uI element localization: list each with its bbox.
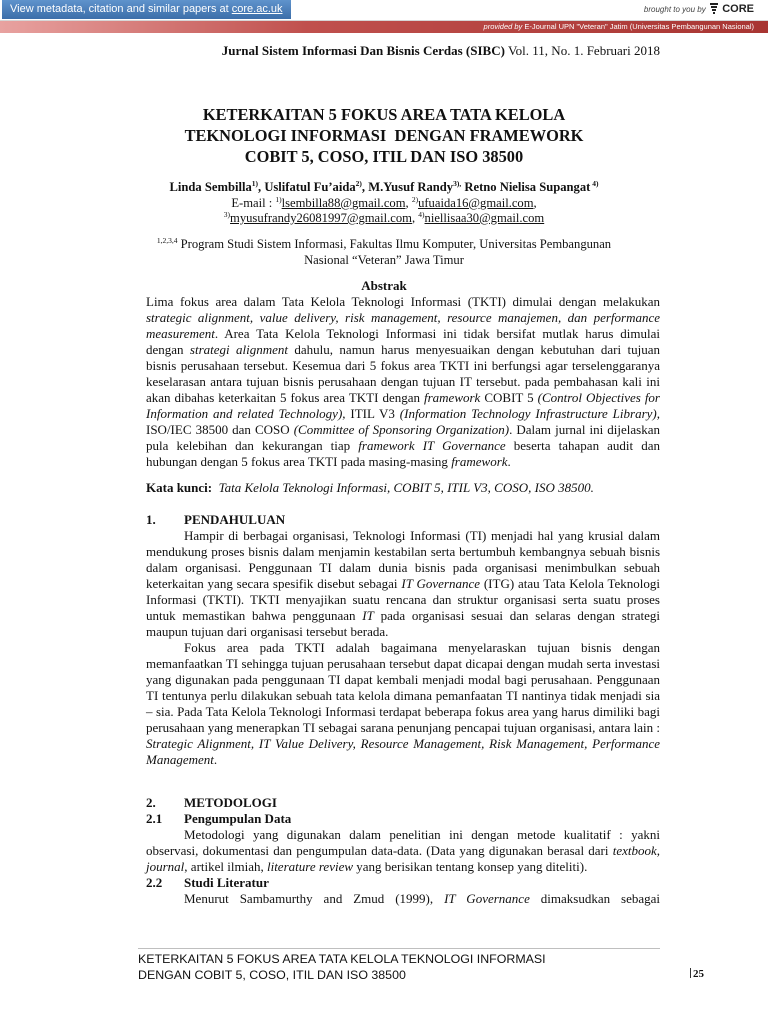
section-1-number: 1. bbox=[146, 512, 156, 527]
body-italic: IT bbox=[362, 608, 374, 623]
author-names bbox=[130, 180, 638, 196]
subsection-2-1-body bbox=[146, 827, 660, 875]
abstract-text: beserta tahapan audit dan hubungan dengan 5 fokus area TKTI pada masing-masing bbox=[146, 438, 661, 469]
view-metadata-text: View metadata, citation and similar papers at bbox=[10, 3, 232, 15]
author-2-sup: 2) bbox=[355, 179, 362, 188]
subsection-2-2-heading bbox=[146, 875, 660, 891]
keywords bbox=[146, 480, 660, 496]
subsection-2-2-body bbox=[146, 891, 660, 907]
abstract-text: . bbox=[507, 454, 511, 469]
view-metadata-link[interactable] bbox=[2, 0, 291, 19]
abstract-italic: strategic alignment, value delivery, risk management, resource manajemen, dan performance measurement bbox=[146, 310, 660, 341]
abstract-text: ISO/IEC 38500 dan COSO bbox=[146, 422, 294, 437]
provided-by-bar bbox=[0, 21, 768, 33]
author-block bbox=[130, 180, 638, 227]
body-text: Fokus area pada TKTI adalah bagaimana menyelaraskan tujuan bisnis dengan memanfaatkan TI sehingga tujuan perusahaan tersebut dapat dicapai dengan mudah serta investasi yang digunakan pada penggunaan TI dapat kembali menjadi modal bagi perusahaan. Penggunaan TI tentunya perlu dilakukan sebuah tata kelola dimana pemanfaatan TI nantinya tidak menjadi sia – sia. Pada Tata Kelola Teknologi Informasi terdapat beberapa fokus area yang harus dimiliki bagi perusahaan yang menerapkan TI sebagai sarana penunjang pencapai tujuan organisasi, antara lain : bbox=[146, 640, 660, 735]
author-1-sup: 1) bbox=[251, 179, 259, 188]
body-text: dimaksudkan sebagai bbox=[529, 891, 660, 906]
brought-to-you-by bbox=[644, 3, 754, 15]
section-1-title: PENDAHULUAN bbox=[184, 512, 286, 527]
body-italic: IT Governance bbox=[401, 576, 481, 591]
abstract-text: dahulu, namun harus menyesuaikan dengan kebutuhan dari tujuan bisnis perusahaan tersebut. Kesemua dari 5 fokus area TKTI ini berfungsi agar terselenggaranya keselarasan antara tujuan bisnis perusahaan dengan tujuan IT tersebut. pada pembahasan kali ini akan dibahas keterkaitan 5 fokus area TKTI dengan bbox=[146, 342, 660, 405]
title-line-3: COBIT 5, COSO, ITIL DAN ISO 38500 bbox=[244, 147, 524, 166]
body-italic: literature review bbox=[266, 859, 354, 874]
abstract-italic: framework IT Governance bbox=[358, 438, 506, 453]
author-3-sup: 3), bbox=[453, 179, 462, 188]
subsection-2-2-paragraph bbox=[146, 891, 660, 907]
journal-issue: Vol. 11, No. 1. Februari 2018 bbox=[504, 43, 660, 58]
abstract-text: ITIL V3 bbox=[345, 406, 400, 421]
section-metodologi bbox=[146, 795, 660, 907]
provided-by-text[interactable] bbox=[484, 21, 754, 33]
keywords-label: Kata kunci: bbox=[146, 480, 213, 495]
email-3-link[interactable]: myusufrandy26081997@gmail.com bbox=[230, 211, 412, 225]
subsection-2-1-paragraph bbox=[146, 827, 660, 875]
email-1-link[interactable]: lsembilla88@gmail.com bbox=[281, 195, 406, 210]
author-emails-line-1 bbox=[130, 196, 638, 212]
abstract-italic: (Information Technology Infrastructure Library), bbox=[399, 406, 660, 421]
email-2-link[interactable]: ufuaida16@gmail.com bbox=[418, 195, 534, 210]
core-ac-uk-link[interactable]: core.ac.uk bbox=[231, 3, 283, 15]
body-italic: IT Governance bbox=[444, 891, 530, 906]
section-2-number: 2. bbox=[146, 795, 156, 810]
author-4-sup: 4) bbox=[590, 179, 599, 188]
abstract-heading: Abstrak bbox=[361, 278, 407, 293]
body-text: Menurut Sambamurthy and Zmud (1999), bbox=[184, 891, 445, 906]
author-sep: , bbox=[258, 180, 265, 194]
footer-line-1: KETERKAITAN 5 FOKUS AREA TATA KELOLA TEKNOLOGI INFORMASI bbox=[138, 952, 546, 966]
footer-divider bbox=[138, 948, 660, 949]
provided-prefix: provided by bbox=[483, 22, 523, 31]
email-sep: , bbox=[533, 195, 537, 210]
body-text: pada organisasi sesuai dan selaras dengan strategi maupun tujuan dari organisasi tersebut berada. bbox=[146, 608, 661, 639]
body-text: . bbox=[213, 752, 218, 767]
email-4-sup: 4) bbox=[418, 210, 425, 219]
abstract-italic: (Committee of Sponsoring Organization) bbox=[293, 422, 510, 437]
subsection-2-1-heading bbox=[146, 811, 660, 827]
author-2: Uslifatul Fu’aida bbox=[264, 180, 356, 194]
email-4-link[interactable]: niellisaa30@gmail.com bbox=[424, 211, 545, 225]
abstract-text: . Area Tata Kelola Teknologi Informasi ini tidak bersifat mutlak harus dimulai dengan bbox=[146, 326, 660, 357]
affiliation-line-2: Nasional “Veteran” Jawa Timur bbox=[304, 252, 464, 267]
section-1-body bbox=[146, 528, 660, 768]
email-3-sup: 3) bbox=[223, 210, 231, 219]
title-line-1: KETERKAITAN 5 FOKUS AREA TATA KELOLA bbox=[202, 105, 566, 124]
affiliation bbox=[150, 237, 618, 268]
section-pendahuluan bbox=[146, 512, 660, 768]
abstract-text: COBIT 5 bbox=[480, 390, 538, 405]
body-text: Metodologi yang digunakan dalam penelitian ini dengan metode kualitatif : yakni observasi, dokumentasi dan pengumpulan data-data. (Data yang digunakan berasal dari bbox=[146, 827, 660, 858]
core-logo-text[interactable]: CORE bbox=[722, 3, 754, 15]
affiliation-line-1 bbox=[150, 237, 618, 253]
footer-line-2: DENGAN COBIT 5, COSO, ITIL DAN ISO 38500 bbox=[138, 968, 406, 982]
abstract-paragraph bbox=[146, 294, 660, 470]
paper-title bbox=[140, 104, 628, 167]
footer-running-title bbox=[138, 951, 628, 983]
subsection-2-1-title: Pengumpulan Data bbox=[184, 811, 292, 826]
title-line-2: TEKNOLOGI INFORMASI DENGAN FRAMEWORK bbox=[184, 126, 584, 145]
body-text: Hampir di berbagai organisasi, Teknologi Informasi (TI) menjadi hal yang krusial dalam mendukung proses bisnis dalam menjamin kestabilan serta bertumbuh kembangnya sebuah bisnis dalam organisasi. Penggunaan TI dalam dunia bisnis pada organisasi menimbulkan sebuah keterkaitan yang secara spesifik disebut sebagai bbox=[146, 528, 660, 591]
abstract-italic: (Control Objectives for Information and related Technology), bbox=[146, 390, 660, 421]
author-4: Retno Nielisa Supangat bbox=[464, 180, 591, 194]
abstract-italic: framework bbox=[451, 454, 508, 469]
author-sep: , bbox=[361, 180, 369, 194]
abstract-body bbox=[146, 294, 660, 470]
section-2-title: METODOLOGI bbox=[184, 795, 277, 810]
author-emails-line-2 bbox=[130, 211, 638, 227]
abstract-italic: framework bbox=[424, 390, 481, 405]
section-1-paragraph-2 bbox=[146, 640, 660, 768]
abstract-text: Lima fokus area dalam Tata Kelola Teknologi Informasi (TKTI) dimulai dengan melakukan bbox=[146, 294, 660, 309]
section-2-heading bbox=[146, 795, 660, 811]
subsection-2-1-number: 2.1 bbox=[146, 811, 163, 826]
core-logo-icon bbox=[710, 3, 718, 14]
email-sep: , bbox=[405, 195, 412, 210]
body-text: , artikel ilmiah, bbox=[184, 859, 267, 874]
body-italic: textbook, journal bbox=[146, 843, 660, 874]
body-text: yang berisikan tentang konsep yang diteliti). bbox=[353, 859, 588, 874]
email-1-sup: 1) bbox=[275, 194, 282, 204]
page-number-value: 25 bbox=[693, 968, 704, 980]
body-text: (ITG) atau Tata Kelola Teknologi Informasi (TKTI). TKTI menyajikan suatu rencana dan struktur organisasi serta suatu proses untuk memastikan bahwa penggunaan bbox=[146, 576, 660, 623]
keywords-text: Tata Kelola Teknologi Informasi, COBIT 5, ITIL V3, COSO, ISO 38500. bbox=[212, 480, 594, 495]
brought-by-text: brought to you by bbox=[643, 5, 706, 14]
journal-header bbox=[0, 43, 660, 59]
section-1-paragraph-1 bbox=[146, 528, 660, 640]
email-label: E-mail : bbox=[231, 195, 276, 210]
provided-source: E-Journal UPN "Veteran" Jatim (Universitas Pembangunan Nasional) bbox=[522, 22, 754, 31]
abstract-italic: strategi alignment bbox=[189, 342, 289, 357]
affiliation-text-1: Program Studi Sistem Informasi, Fakultas Ilmu Komputer, Universitas Pembangunan bbox=[177, 237, 612, 251]
affiliation-sup: 1,2,3,4 bbox=[156, 236, 178, 245]
section-1-heading bbox=[146, 512, 660, 528]
author-1: Linda Sembilla bbox=[169, 180, 252, 194]
page-number-bar bbox=[690, 968, 691, 978]
body-italic: Strategic Alignment, IT Value Delivery, Resource Management, Risk Management, Performance Management bbox=[146, 736, 660, 767]
journal-name: Jurnal Sistem Informasi Dan Bisnis Cerdas (SIBC) bbox=[221, 43, 505, 58]
author-3: M.Yusuf Randy bbox=[368, 180, 454, 194]
email-2-sup: 2) bbox=[411, 194, 419, 204]
page-number bbox=[690, 968, 704, 980]
abstract-text: . Dalam jurnal ini dijelaskan pula kelebihan dan kekurangan tiap bbox=[146, 422, 660, 453]
subsection-2-2-number: 2.2 bbox=[146, 875, 163, 890]
subsection-2-2-title: Studi Literatur bbox=[184, 875, 269, 890]
core-banner bbox=[0, 0, 768, 21]
email-sep: , bbox=[411, 211, 419, 225]
